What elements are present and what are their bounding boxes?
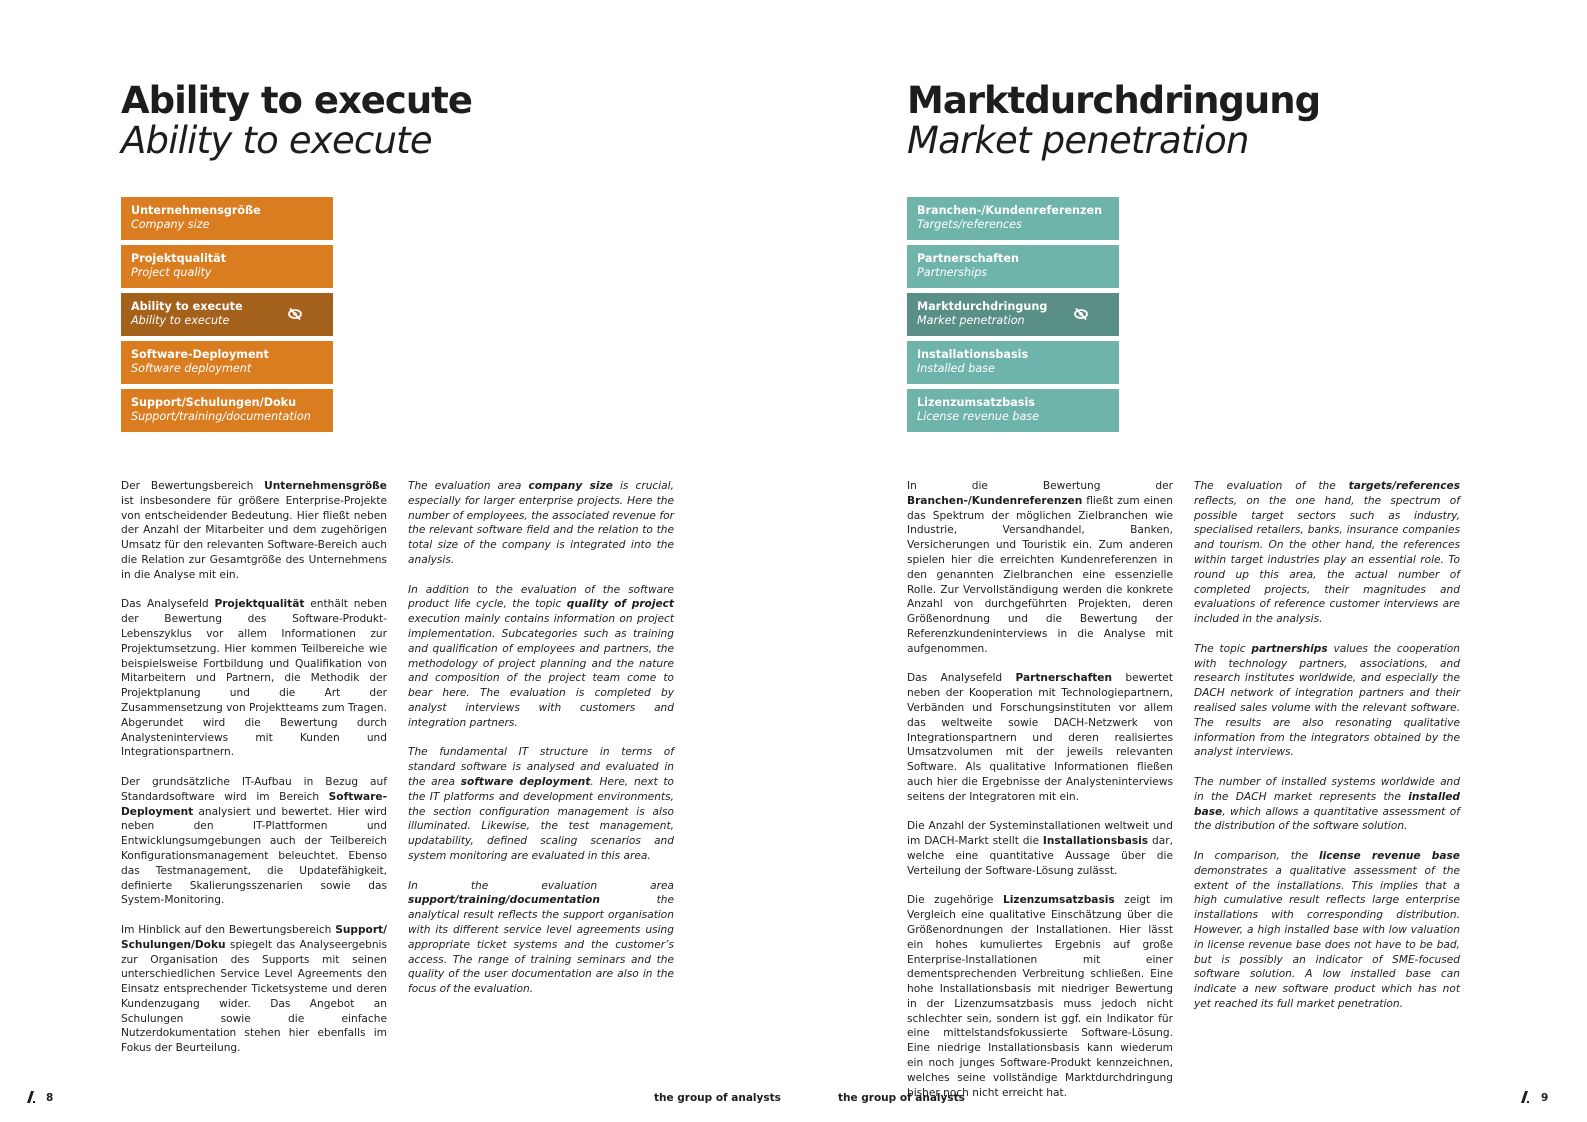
left-title-en: Ability to execute xyxy=(121,119,432,162)
category-project-quality xyxy=(121,245,333,288)
left-german-column xyxy=(121,479,387,1071)
right-category-list xyxy=(907,197,1119,437)
category-support-training xyxy=(121,389,333,432)
no-eye-icon xyxy=(287,306,303,322)
paragraph: In the evaluation area support/training/documentation the analytical result reflects the support organisation with its different service level agreements using appropriate ticket systems and the customer’s access. The range of training seminars and the quality of the user documentation are also in the focus of the evaluation. xyxy=(408,879,674,996)
category-label-en: License revenue base xyxy=(917,410,1040,423)
category-label-de: Ability to execute xyxy=(131,300,243,313)
category-label-en: Market penetration xyxy=(917,314,1025,327)
category-label-en: Software deployment xyxy=(131,362,252,375)
category-company-size xyxy=(121,197,333,240)
paragraph: Das Analysefeld Projektqualität enthält neben der Bewertung des Software-Produkt-Lebenszyklus vor allem Informationen zur Projektumsetzung. Hier kommen Teilbereiche wie beispielsweise Fortbildung und Qualifikation von Mitarbeitern und Partnern, die Methodik der Projektplanung und die Art der Zusammensetzung von Projektteams zum Tragen. Abgerundet wird die Bewertung durch Analysteninterviews mit Kunden und Integrationspartnern. xyxy=(121,598,387,759)
category-label-de: Lizenzumsatzbasis xyxy=(917,396,1035,409)
category-label-en: Installed base xyxy=(917,362,995,375)
paragraph: Die zugehörige Lizenzumsatzbasis zeigt im Vergleich eine qualitative Einschätzung über die Größenordnungen der Installationen. Hier lässt ein hohes kumuliertes Ergebnis auf große Enterprise-Installationen mit einer dementsprechenden Verbreitung schließen. Eine hohe Installationsbasis mit niedriger Bewertung in der Lizenzumsatzbasis muss jedoch nicht schlechter sein, sondern ist ggf. ein Indikator für eine mittelstandsfokussierte Software-Lösung. Eine niedrige Installationsbasis kann wiederum ein noch junges Software-Produkt kennzeichnen, welches seine vollständige Marktdurchdringung bisher noch nicht erreicht hat. xyxy=(907,894,1173,1099)
paragraph: Der Bewertungsbereich Unternehmensgröße ist insbesondere für größere Enterprise-Projekte von entscheidender Bedeutung. Hier fließt neben der Anzahl der Mitarbeiter und dem zugehörigen Umsatz für den relevanten Software-Bereich auch die Relation zur Gesamtgröße des Unternehmens in die Analyse mit ein. xyxy=(121,480,387,581)
slash-logo-icon xyxy=(22,1089,38,1105)
paragraph: In addition to the evaluation of the software product life cycle, the topic quality of project execution mainly contains information on project implementation. Subcategories such as training and qualification of employees and partners, the methodology of project planning and the nature and composition of the project team come to bear here. The evaluation is completed by analyst interviews with customers and integration partners. xyxy=(408,583,674,729)
slash-logo-icon xyxy=(1516,1089,1532,1105)
category-label-en: Support/training/documentation xyxy=(131,410,311,423)
category-label-de: Partnerschaften xyxy=(917,252,1019,265)
category-label-en: Ability to execute xyxy=(131,314,230,327)
category-label-de: Installationsbasis xyxy=(917,348,1029,361)
left-title-de: Ability to execute xyxy=(121,79,472,122)
right-english-column xyxy=(1194,479,1460,1026)
no-eye-icon xyxy=(1073,306,1089,322)
paragraph: Der grundsätzliche IT-Aufbau in Bezug auf Standardsoftware wird im Bereich Software-Deployment analysiert und bewertet. Hier wird neben den IT-Plattformen und Entwicklungsumgebungen auch der Teilbereich Konfigurationsmanagement beleuchtet. Ebenso das Testmanagement, die Updatefähigkeit, definierte Skalierungsszenarien sowie das System-Monitoring. xyxy=(121,775,387,907)
right-page xyxy=(794,0,1587,1122)
category-software-deployment xyxy=(121,341,333,384)
left-category-list xyxy=(121,197,333,437)
paragraph: The topic partnerships values the cooperation with technology partners, associations, and research institutes worldwide, and especially the DACH network of integration partners and their realised sales volume with the relevant software. The results are also resonating qualitative information from the integrators obtained by the analyst interviews. xyxy=(1194,642,1460,759)
paragraph: The fundamental IT structure in terms of standard software is analysed and evaluated in the area software deployment. Here, next to the IT platforms and development environments, the section configuration management is also illuminated. Likewise, the test management, updatability, defined scaling scenarios and system monitoring are evaluated in this area. xyxy=(408,746,675,862)
category-label-de: Marktdurchdringung xyxy=(917,300,1048,313)
paragraph: The evaluation of the targets/references reflects, on the one hand, the spectrum of possible target sectors such as industry, specialised retailers, banks, insurance companies and tourism. On the other hand, the references within target industries play an essential role. To round up this area, the actual number of completed projects, their magnitudes and evaluations of reference customer interviews are included in the analysis. xyxy=(1194,480,1460,626)
paragraph: The number of installed systems worldwide and in the DACH market represents the installed base, which allows a quantitative assessment of the distribution of the software solution. xyxy=(1194,775,1460,833)
page-number: 9 xyxy=(1541,1092,1549,1104)
paragraph: In comparison, the license revenue base demonstrates a qualitative assessment of the extent of the installations. This implies that a high cumulative result reflects large enterprise installations with corresponding distribution. However, a high installed base with low valuation in license revenue base does not have to be bad, but is possibly an indicator of SME-focused software solution. A low installed base can indicate a new software product which has not yet reached its full market penetration. xyxy=(1194,849,1460,1010)
category-partnerships xyxy=(907,245,1119,288)
category-label-de: Projektqualität xyxy=(131,252,227,265)
left-page xyxy=(0,0,793,1122)
paragraph: Im Hinblick auf den Bewertungsbereich Support/ Schulungen/Doku spiegelt das Analyseergebnis zur Organisation des Supports mit seinen unterschiedlichen Service Level Agreements den Einsatz entsprechender Ticketsysteme und deren Kundenzugang wider. Das Angebot an Schulungen sowie die einfache Nutzerdokumentation stehen hier ebenfalls im Fokus der Beurteilung. xyxy=(121,923,387,1055)
category-installed-base xyxy=(907,341,1119,384)
right-german-column xyxy=(907,479,1173,1115)
category-market-penetration-active xyxy=(907,293,1119,336)
right-title-en: Market penetration xyxy=(907,119,1249,162)
category-license-revenue-base xyxy=(907,389,1119,432)
left-english-column xyxy=(408,479,674,1012)
category-label-de: Unternehmensgröße xyxy=(131,204,261,217)
category-label-de: Support/Schulungen/Doku xyxy=(131,396,297,409)
right-title-de: Marktdurchdringung xyxy=(907,79,1321,122)
footer-brand: the group of analysts xyxy=(838,1092,965,1104)
footer-brand: the group of analysts xyxy=(654,1092,781,1104)
paragraph: In die Bewertung der Branchen-/Kundenreferenzen fließt zum einen das Spektrum der möglichen Zielbranchen wie Industrie, Versandhandel, Banken, Versicherungen und Touristik ein. Zum anderen spielen hier die erreichten Kundenreferenzen in den genannten Zielbranchen eine essenzielle Rolle. Zur Vervollständigung werden die konkrete Anzahl von durchgeführten Projekten, deren Größenordnung und die Bewertung der Referenzkundeninterviews in die Analyse mit aufgenommen. xyxy=(907,480,1173,655)
paragraph: Das Analysefeld Partnerschaften bewertet neben der Kooperation mit Technologiepartnern, Verbänden und Forschungsinstituten vor allem das weltweite sowie DACH-Netzwerk von Integrationspartnern und deren realisiertes Umsatzvolumen mit der jeweils relevanten Software. Als qualitative Informationen fließen auch hier die Ergebnisse der Analysteninterviews seitens der Integratoren mit ein. xyxy=(907,672,1173,803)
paragraph: Die Anzahl der Systeminstallationen weltweit und im DACH-Markt stellt die Installationsbasis dar, welche eine quantitative Aussage über die Verteilung der Software-Lösung zulässt. xyxy=(907,820,1173,877)
category-label-de: Software-Deployment xyxy=(131,348,269,361)
page-number: 8 xyxy=(46,1092,54,1104)
category-label-en: Project quality xyxy=(131,266,212,279)
category-label-en: Company size xyxy=(131,218,210,231)
category-label-en: Partnerships xyxy=(917,266,988,279)
category-label-de: Branchen-/Kundenreferenzen xyxy=(917,204,1103,217)
paragraph: The evaluation area company size is crucial, especially for larger enterprise projects. Here the number of employees, the associated revenue for the relevant software field and the relation to the total size of the company is integrated into the analysis. xyxy=(408,480,674,566)
category-ability-to-execute-active xyxy=(121,293,333,336)
category-label-en: Targets/references xyxy=(917,218,1022,231)
category-targets-references xyxy=(907,197,1119,240)
